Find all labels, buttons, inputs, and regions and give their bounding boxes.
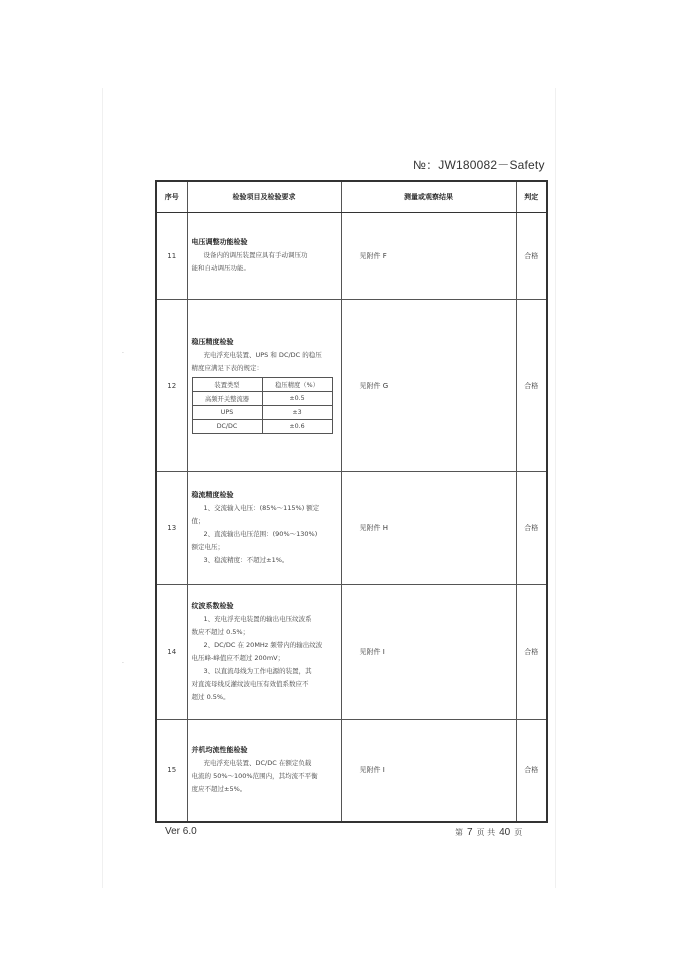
row-item	[187, 213, 341, 300]
item-line: 3、稳流精度：不超过±1%。	[203, 555, 289, 564]
sub-cell-type: 高频开关整流器	[192, 392, 262, 406]
item-line: 2、直流输出电压范围：(90%～130%)	[203, 529, 318, 538]
row-verdict: 合格	[516, 300, 547, 472]
item-line: 电压峰-峰值应不超过 200mV；	[191, 653, 285, 662]
row-item	[187, 300, 341, 472]
sub-header-accuracy: 稳压精度（%）	[262, 378, 332, 392]
item-line: 3、以直流母线为工作电源的装置，其	[203, 666, 312, 675]
item-line: 对直流母线反灌纹波电压有效值系数应不	[191, 679, 309, 688]
item-line: 2、DC/DC 在 20MHz 频带内的输出纹波	[203, 640, 323, 649]
header-item: 检验项目及检验要求	[187, 181, 341, 213]
page-prefix: 第	[455, 828, 463, 837]
row-item	[187, 720, 341, 822]
item-line: 精度应满足下表的规定：	[191, 364, 263, 372]
item-line: 值；	[191, 516, 205, 525]
row-result: 见附件 G	[341, 300, 516, 472]
item-line: 1、交流输入电压：(85%～115%) 额定	[203, 503, 320, 512]
table-row	[156, 585, 547, 720]
item-line: 1、充电浮充电装置的输出电压纹波系	[203, 614, 312, 623]
item-line: 充电浮充电装置、UPS 和 DC/DC 的稳压	[203, 351, 322, 359]
item-line: 能和自动调压功能。	[191, 264, 250, 272]
row-verdict: 合格	[516, 472, 547, 585]
sub-cell-accuracy: ±3	[262, 406, 332, 420]
item-title: 纹波系数检验	[191, 601, 234, 610]
table-row	[156, 300, 547, 472]
item-line: 额定电压；	[191, 542, 224, 551]
inspection-table	[155, 180, 548, 823]
scan-speck: ·	[122, 350, 124, 357]
header-verdict: 判定	[516, 181, 547, 213]
sub-table-header-row	[192, 378, 332, 392]
sub-table-row	[192, 392, 332, 406]
page-suffix: 页	[514, 828, 523, 837]
row-result: 见附件 I	[341, 585, 516, 720]
row-result: 见附件 H	[341, 472, 516, 585]
page-mid: 页 共	[476, 828, 496, 837]
row-result: 见附件 F	[341, 213, 516, 300]
item-title: 电压调整功能检验	[191, 238, 248, 246]
table-row	[156, 472, 547, 585]
row-number: 15	[156, 720, 187, 822]
sub-cell-type: DC/DC	[192, 420, 262, 434]
item-line: 数应不超过 0.5%；	[191, 627, 250, 636]
sub-table-row	[192, 406, 332, 420]
item-line: 设备内的调压装置应具有手动调压功	[203, 251, 308, 259]
item-line: 度应不超过±5%。	[191, 784, 247, 793]
sub-header-type: 装置类型	[192, 378, 262, 392]
header-no: 序号	[156, 181, 187, 213]
item-title: 稳流精度检验	[191, 490, 234, 499]
version-label: Ver 6.0	[165, 826, 197, 837]
header-result: 测量或观察结果	[341, 181, 516, 213]
item-line: 电流的 50%～100%范围内，其均流不平衡	[191, 771, 318, 780]
item-line: 超过 0.5%。	[191, 692, 230, 701]
row-number: 11	[156, 213, 187, 300]
sub-table-row	[192, 420, 332, 434]
item-title: 稳压精度检验	[191, 338, 234, 346]
page-current: 7	[467, 827, 473, 838]
row-number: 12	[156, 300, 187, 472]
row-number: 13	[156, 472, 187, 585]
scan-speck: ·	[122, 660, 124, 667]
table-row	[156, 720, 547, 822]
sub-cell-type: UPS	[192, 406, 262, 420]
page-indicator	[455, 827, 522, 838]
row-verdict: 合格	[516, 720, 547, 822]
sub-cell-accuracy: ±0.6	[262, 420, 332, 434]
page-total: 40	[499, 827, 511, 838]
item-title: 并机均流性能检验	[191, 745, 248, 754]
accuracy-sub-table	[192, 377, 333, 434]
row-verdict: 合格	[516, 585, 547, 720]
row-item	[187, 585, 341, 720]
table-header-row	[156, 181, 547, 213]
item-line: 充电浮充电装置、DC/DC 在额定负载	[203, 758, 312, 767]
sub-cell-accuracy: ±0.5	[262, 392, 332, 406]
row-result: 见附件 I	[341, 720, 516, 822]
report-number: №：JW180082－Safety	[413, 158, 545, 172]
row-verdict: 合格	[516, 213, 547, 300]
table-row	[156, 213, 547, 300]
row-number: 14	[156, 585, 187, 720]
row-item	[187, 472, 341, 585]
